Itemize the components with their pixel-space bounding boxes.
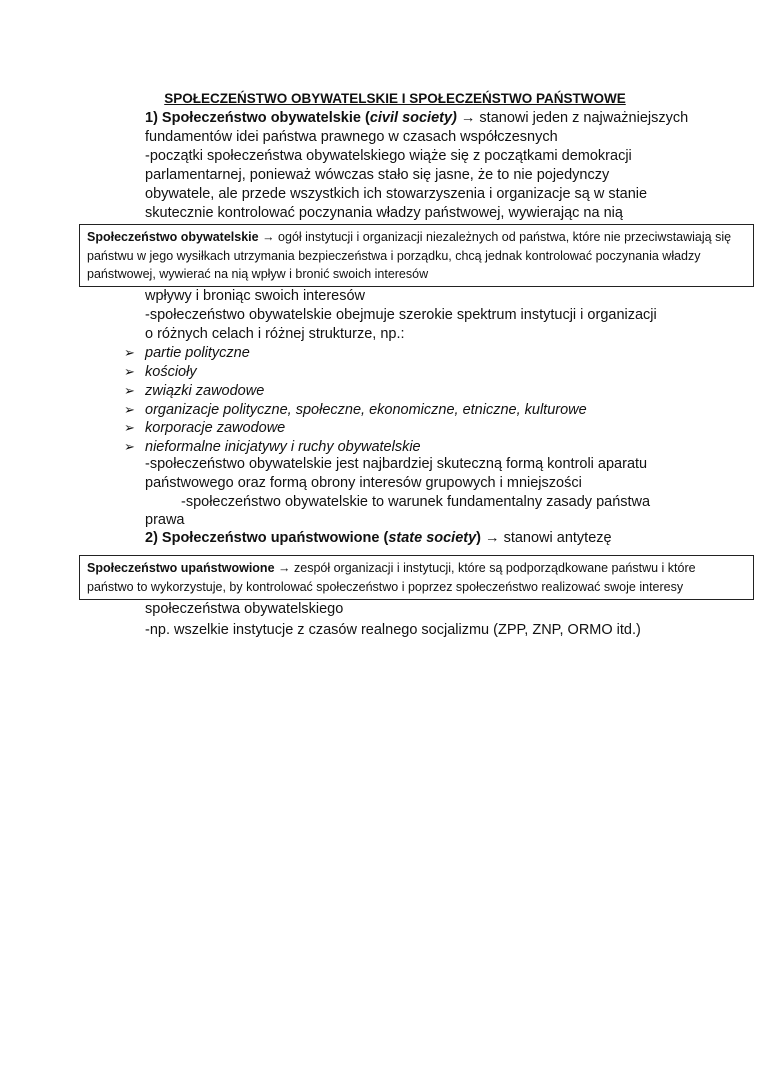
paragraph-line: wpływy i broniąc swoich interesów [145, 288, 365, 304]
arrow-icon: → [278, 561, 291, 575]
definition-line: państwo to wykorzystuje, by kontrolować społeczeństwo i poprzez społeczeństwo realizować swoje interesy [87, 579, 684, 594]
paragraph-line: -np. wszelkie instytucje z czasów realnego socjalizmu (ZPP, ZNP, ORMO itd.) [145, 622, 641, 638]
paragraph-line: -społeczeństwo obywatelskie jest najbardziej skuteczną formą kontroli aparatu [145, 456, 648, 472]
list-item: ➢ partie polityczne [124, 345, 250, 361]
page-title: SPOŁECZEŃSTWO OBYWATELSKIE I SPOŁECZEŃSTWO PAŃSTWOWE [164, 91, 626, 106]
list-item: ➢ organizacje polityczne, społeczne, ekonomiczne, etniczne, kulturowe [124, 402, 587, 418]
paragraph-line: państwowego oraz formą obrony interesów grupowych i mniejszości [145, 475, 582, 491]
bullet-arrow-icon: ➢ [124, 345, 135, 360]
bullet-arrow-icon: ➢ [124, 364, 135, 379]
arrow-icon: → [460, 110, 476, 126]
arrow-icon: → [262, 230, 275, 244]
definition-line: państwowej, wywierać na nią wpływ i bronić swoich interesów [87, 267, 429, 281]
paragraph-line: prawa [145, 512, 185, 528]
list-item: ➢ nieformalne inicjatywy i ruchy obywatelskie [124, 439, 421, 455]
list-item: ➢ kościoły [124, 364, 197, 380]
paragraph-line: parlamentarnej, ponieważ wówczas stało się jasne, że to nie pojedynczy [145, 167, 610, 183]
definition-term: Społeczeństwo upaństwowione [87, 561, 275, 575]
paragraph-line: fundamentów idei państwa prawnego w czasach współczesnych [145, 129, 558, 145]
bullet-arrow-icon: ➢ [124, 383, 135, 398]
definition-term: Społeczeństwo obywatelskie [87, 230, 259, 244]
paragraph-line: obywatele, ale przede wszystkich ich stowarzyszenia i organizacje są w stanie [145, 186, 648, 202]
paragraph-line: skutecznie kontrolować poczynania władzy państwowej, wywierając na nią [145, 205, 623, 221]
paragraph-line: -społeczeństwo obywatelskie obejmuje szerokie spektrum instytucji i organizacji [145, 307, 657, 323]
paragraph-line: społeczeństwa obywatelskiego [145, 601, 344, 617]
bullet-arrow-icon: ➢ [124, 402, 135, 417]
definition-box-civil-society: Społeczeństwo obywatelskie → ogół instytucji i organizacji niezależnych od państwa, które nie przeciwstawiają się państwu w jego wysiłkach utrzymania bezpieczeństwa i porządku, chcą jednak kontrolować poczynania władzy państwowej, wywierać na nią wpływ i bronić swoich interesów [79, 224, 754, 287]
section1-heading: 1) Społeczeństwo obywatelskie (civil society) → stanowi jeden z najważniejszych [145, 110, 689, 126]
section2-heading: 2) Społeczeństwo upaństwowione (state society) → stanowi antytezę [145, 530, 612, 546]
definition-line: państwu w jego wysiłkach utrzymania bezpieczeństwa i porządku, chcą jednak kontrolować poczynania władzy [87, 248, 701, 263]
paragraph-line: o różnych celach i różnej strukturze, np.: [145, 326, 405, 342]
paragraph-line: -społeczeństwo obywatelskie to warunek fundamentalny zasady państwa [181, 494, 651, 510]
list-item: ➢ korporacje zawodowe [124, 420, 286, 436]
list-item: ➢ związki zawodowe [124, 383, 265, 399]
definition-box-state-society: Społeczeństwo upaństwowione → zespół organizacji i instytucji, które są podporządkowane państwu i które państwo to wykorzystuje, by kontrolować społeczeństwo i poprzez społeczeństwo realizować swoje interesy [79, 555, 754, 600]
bullet-arrow-icon: ➢ [124, 420, 135, 435]
paragraph-line: -początki społeczeństwa obywatelskiego wiąże się z początkami demokracji [145, 148, 632, 164]
bullet-arrow-icon: ➢ [124, 439, 135, 454]
arrow-icon: → [485, 530, 500, 546]
